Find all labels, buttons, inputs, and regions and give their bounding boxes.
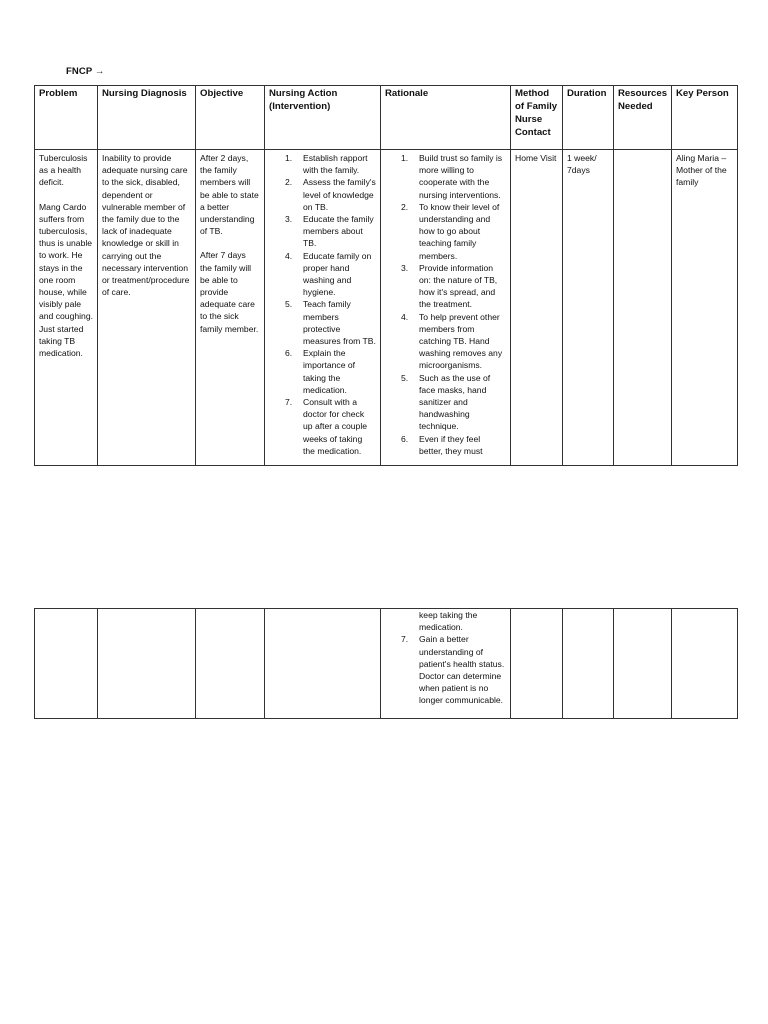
list-item: 3. Educate the family members about TB. — [285, 214, 374, 249]
list-item: 7. Consult with a doctor for check up after a couple weeks of taking the medication. — [285, 397, 368, 456]
objective-item: After 7 days the family will be able to provide adequate care to the sick family member. — [200, 250, 259, 334]
list-item-text: Even if they feel better, they must — [419, 433, 483, 456]
objective-cell — [196, 609, 265, 719]
rationale-list — [385, 633, 506, 706]
list-item: 1. Build trust so family is more willing to cooperate with the nursing interventions. — [401, 153, 503, 200]
list-item: 4. To help prevent other members from catching TB. Hand washing removes any microorganisms. — [401, 311, 503, 371]
list-item: 6. Explain the importance of taking the medication. — [285, 348, 356, 395]
list-item: 7. Gain a better understanding of patient's health status. Doctor can determine when patient is no longer communicable. — [401, 634, 505, 706]
problem-description: Mang Cardo suffers from tuberculosis, thus is unable to work. He stays in the one room house, while visibly pale and coughing. Just started taking TB medication. — [39, 201, 93, 359]
table-row — [35, 609, 738, 719]
table-row — [35, 150, 738, 466]
list-item-text: To help prevent other members from catching TB. Hand washing removes any microorganisms. — [419, 311, 503, 371]
list-item-text: Provide information on: the nature of TB, how it's spread, and the treatment. — [419, 262, 498, 310]
list-item: 4. Educate family on proper hand washing and hygiene. — [285, 250, 372, 298]
list-item: 5. Such as the use of face masks, hand sanitizer and handwashing technique. — [401, 372, 491, 432]
nursing-action-cell — [265, 609, 381, 719]
list-item-text: Assess the family's level of knowledge on TB. — [303, 177, 376, 212]
diagnosis-text: Inability to provide adequate nursing care to the sick, disabled, dependent or vulnerable member of the family due to the lack of inadequate knowledge or skill in carrying out the necessary intervention or treatment/procedure of care. — [102, 153, 190, 298]
problem-cell — [35, 150, 98, 466]
duration-cell — [563, 609, 614, 719]
diagnosis-cell — [98, 609, 196, 719]
column-header-nursing-diagnosis: Nursing Diagnosis — [98, 86, 196, 150]
fncp-table-continuation — [34, 608, 738, 719]
method-cell: Home Visit — [511, 150, 563, 466]
list-item-text: Gain a better understanding of patient's health status. Doctor can determine when patient is no longer communicable. — [419, 634, 505, 706]
rationale-cell — [381, 150, 511, 466]
nursing-action-cell — [265, 150, 381, 466]
column-header-problem: Problem — [35, 86, 98, 150]
page-heading: FNCP → — [66, 66, 105, 77]
rationale-cell — [381, 609, 511, 719]
rationale-list — [385, 152, 506, 457]
column-header-nursing-action: Nursing Action (Intervention) — [265, 86, 381, 150]
objective-item: After 2 days, the family members will be able to state a better understanding of TB. — [200, 153, 259, 237]
list-item-text: Build trust so family is more willing to cooperate with the nursing interventions. — [419, 153, 503, 200]
column-header-method: Method of Family Nurse Contact — [511, 86, 563, 150]
column-header-rationale: Rationale — [381, 86, 511, 150]
column-header-objective: Objective — [196, 86, 265, 150]
table-header-row — [35, 86, 738, 150]
resources-cell — [614, 150, 672, 466]
nursing-action-list — [269, 152, 376, 457]
rationale-continuation: keep taking the medication. — [419, 610, 478, 633]
list-item: 5. Teach family members protective measures from TB. — [285, 299, 376, 347]
diagnosis-cell — [98, 150, 196, 466]
method-cell — [511, 609, 563, 719]
list-item: 2. Assess the family's level of knowledge on TB. — [285, 177, 376, 212]
list-item-text: Educate the family members about TB. — [303, 214, 374, 249]
column-header-duration: Duration — [563, 86, 614, 150]
list-item: 2. To know their level of understanding and how to go about teaching family members. — [401, 201, 500, 261]
list-item-text: Establish rapport with the family. — [303, 153, 368, 176]
list-item-text: Explain the importance of taking the medication. — [303, 348, 356, 395]
list-item-text: Educate family on proper hand washing and hygiene. — [303, 250, 372, 298]
column-header-resources: Resources Needed — [614, 86, 672, 150]
list-item-text: To know their level of understanding and how to go about teaching family members. — [419, 201, 500, 261]
problem-cell — [35, 609, 98, 719]
list-item: 3. Provide information on: the nature of TB, how it's spread, and the treatment. — [401, 262, 498, 310]
column-header-key-person: Key Person — [672, 86, 738, 150]
objective-cell — [196, 150, 265, 466]
duration-cell: 1 week/ 7days — [563, 150, 614, 466]
list-item-text: Consult with a doctor for check up after a couple weeks of taking the medication. — [303, 397, 368, 456]
list-item-text: Teach family members protective measures from TB. — [303, 299, 376, 347]
key-person-cell — [672, 609, 738, 719]
problem-text: Tuberculosis as a health deficit. — [39, 153, 88, 188]
list-item-text: Such as the use of face masks, hand sanitizer and handwashing technique. — [419, 372, 491, 432]
list-item: 1. Establish rapport with the family. — [285, 153, 368, 176]
resources-cell — [614, 609, 672, 719]
list-item: 6. Even if they feel better, they must — [401, 433, 483, 456]
fncp-table — [34, 85, 738, 466]
key-person-cell: Aling Maria – Mother of the family — [672, 150, 738, 466]
